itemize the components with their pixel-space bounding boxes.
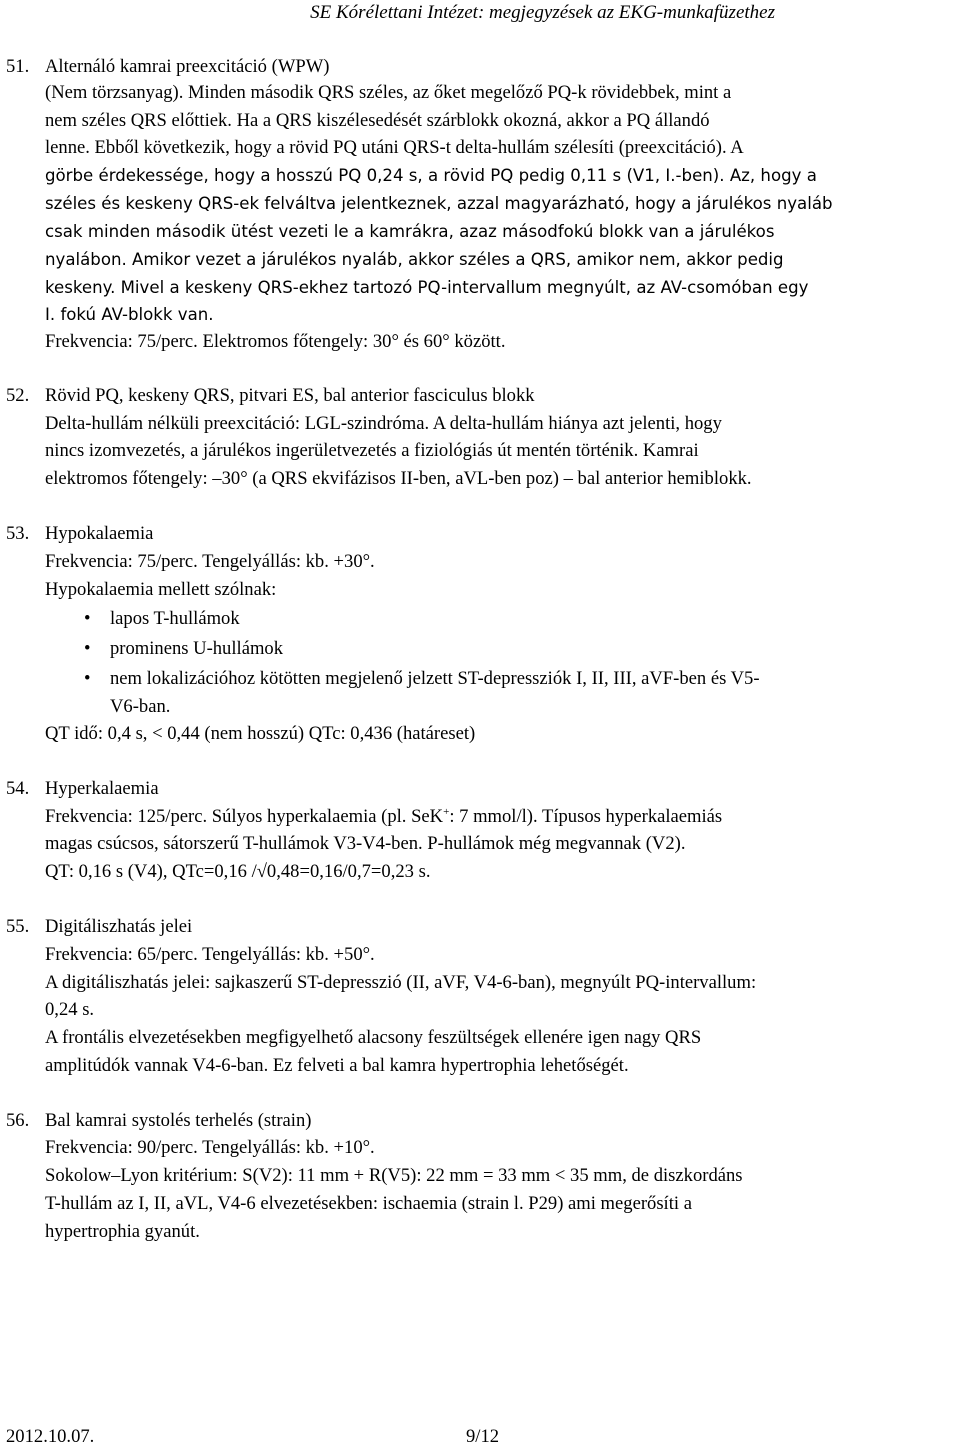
superscript: + [443, 806, 450, 818]
section-title: Rövid PQ, keskeny QRS, pitvari ES, bal anterior fasciculus blokk [45, 385, 535, 406]
paragraph-line: QT idő: 0,4 s, < 0,44 (nem hosszú) QTc: 0,436 (határeset) [45, 723, 476, 744]
section-number: 55. [6, 916, 30, 937]
page-header: SE Kórélettani Intézet: megjegyzések az EKG-munkafüzethez [310, 2, 775, 23]
footer-page-number: 9/12 [466, 1426, 500, 1447]
section-number: 52. [6, 385, 30, 406]
section-title: Hypokalaemia [45, 523, 154, 544]
bullet-marker: • [84, 668, 91, 689]
list-item: prominens U-hullámok [110, 638, 283, 659]
section-title: Digitáliszhatás jelei [45, 916, 193, 937]
paragraph-line: görbe érdekessége, hogy a hosszú PQ 0,24 s, a rövid PQ pedig 0,11 s (V1, I.-ben). Az, hogy a [45, 166, 817, 185]
paragraph-line: Sokolow–Lyon kritérium: S(V2): 11 mm + R(V5): 22 mm = 33 mm < 35 mm, de diszkordáns [45, 1165, 743, 1186]
text-run: : 7 mmol/l). Típusos hyperkalaemiás [449, 806, 723, 827]
paragraph-line: hypertrophia gyanút. [45, 1221, 200, 1242]
section-title: Alternáló kamrai preexcitáció (WPW) [45, 56, 330, 77]
list-item-continuation: V6-ban. [110, 696, 171, 717]
paragraph-line: nincs izomvezetés, a járulékos ingerületvezetés a fiziológiás út mentén történik. Kamrai [45, 440, 699, 461]
paragraph-line: A frontális elvezetésekben megfigyelhető alacsony feszültségek ellenére igen nagy QRS [45, 1027, 702, 1048]
paragraph-line: Frekvencia: 75/perc. Elektromos főtengely: 30° és 60° között. [45, 331, 506, 352]
paragraph-line [45, 806, 722, 828]
paragraph-line: Hypokalaemia mellett szólnak: [45, 579, 277, 600]
paragraph-line: széles és keskeny QRS-ek felváltva jelentkeznek, azzal magyarázható, hogy a járulékos nyaláb [45, 194, 833, 213]
paragraph-line: lenne. Ebből következik, hogy a rövid PQ utáni QRS-t delta-hullám szélesíti (preexcitáció). A [45, 137, 744, 158]
paragraph-line: magas csúcsos, sátorszerű T-hullámok V3-V4-ben. P-hullámok még megvannak (V2). [45, 833, 686, 854]
paragraph-line: amplitúdók vannak V4-6-ban. Ez felveti a bal kamra hypertrophia lehetőségét. [45, 1055, 629, 1076]
paragraph-line: nyalábon. Amikor vezet a járulékos nyaláb, akkor széles a QRS, amikor nem, akkor pedig [45, 250, 784, 269]
paragraph-line: A digitáliszhatás jelei: sajkaszerű ST-depresszió (II, aVF, V4-6-ban), megnyúlt PQ-intervallum: [45, 972, 757, 993]
section-number: 53. [6, 523, 30, 544]
section-title: Bal kamrai systolés terhelés (strain) [45, 1110, 312, 1131]
paragraph-line: Frekvencia: 90/perc. Tengelyállás: kb. +10°. [45, 1137, 375, 1158]
bullet-marker: • [84, 638, 91, 659]
list-item: lapos T-hullámok [110, 608, 240, 629]
paragraph-line: keskeny. Mivel a keskeny QRS-ekhez tartozó PQ-intervallum megnyúlt, az AV-csomóban egy [45, 278, 809, 297]
paragraph-line: Frekvencia: 65/perc. Tengelyállás: kb. +50°. [45, 944, 375, 965]
section-number: 56. [6, 1110, 30, 1131]
paragraph-line: Delta-hullám nélküli preexcitáció: LGL-szindróma. A delta-hullám hiánya azt jelenti, hogy [45, 413, 722, 434]
paragraph-line: nem széles QRS előttiek. Ha a QRS kiszélesedését szárblokk okozná, akkor a PQ állandó [45, 110, 710, 131]
paragraph-line: T-hullám az I, II, aVL, V4-6 elvezetésekben: ischaemia (strain l. P29) ami megerősíti a [45, 1193, 692, 1214]
paragraph-line: 0,24 s. [45, 999, 95, 1020]
paragraph-line: I. fokú AV-blokk van. [45, 305, 214, 324]
paragraph-line: QT: 0,16 s (V4), QTc=0,16 /√0,48=0,16/0,7=0,23 s. [45, 861, 431, 882]
list-item: nem lokalizációhoz kötötten megjelenő jelzett ST-depressziók I, II, III, aVF-ben és V5- [110, 668, 760, 689]
paragraph-line: csak minden második ütést vezeti le a kamrákra, azaz másodfokú blokk van a járulékos [45, 222, 775, 241]
section-number: 51. [6, 56, 30, 77]
bullet-marker: • [84, 608, 91, 629]
section-title: Hyperkalaemia [45, 778, 159, 799]
footer-date: 2012.10.07. [6, 1426, 95, 1447]
paragraph-line: elektromos főtengely: –30° (a QRS ekvifázisos II-ben, aVL-ben poz) – bal anterior hemiblokk. [45, 468, 752, 489]
paragraph-line: (Nem törzsanyag). Minden második QRS széles, az őket megelőző PQ-k rövidebbek, mint a [45, 82, 732, 103]
section-number: 54. [6, 778, 30, 799]
paragraph-line: Frekvencia: 75/perc. Tengelyállás: kb. +30°. [45, 551, 375, 572]
text-run: Frekvencia: 125/perc. Súlyos hyperkalaemia (pl. SeK [45, 806, 444, 827]
